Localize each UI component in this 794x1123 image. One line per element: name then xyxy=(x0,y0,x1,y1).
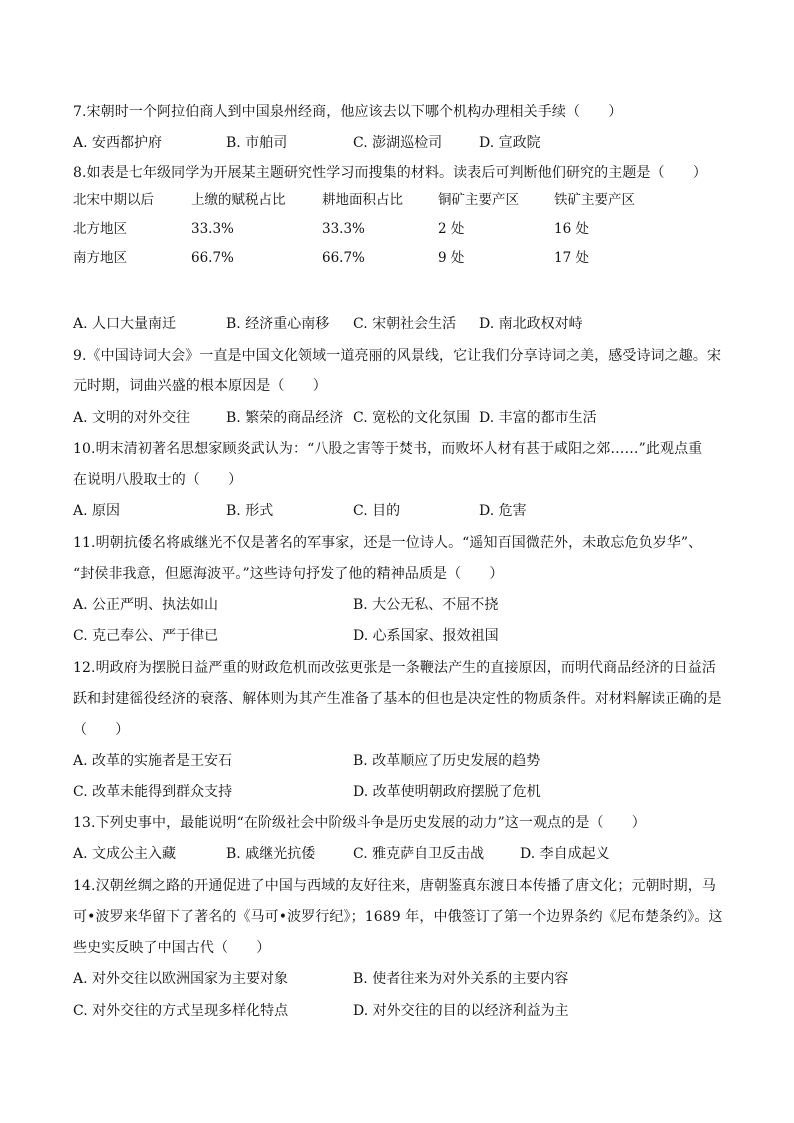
question-7-stem: 7.宋朝时一个阿拉伯商人到中国泉州经商，他应该去以下哪个机构办理相关手续（ ） xyxy=(73,104,623,120)
table-cell: 66.7% xyxy=(191,250,234,266)
table-cell: 33.3% xyxy=(322,221,365,237)
question-13-option-c: C. 雅克萨自卫反击战 xyxy=(353,846,485,862)
question-8-stem: 8.如表是七年级同学为开展某主题研究性学习而搜集的材料。读表后可判断他们研究的主题是（ ） xyxy=(73,165,707,181)
table-header-cell: 铁矿主要产区 xyxy=(554,192,635,208)
question-10-option-a: A. 原因 xyxy=(73,503,121,519)
question-12-option-b: B. 改革顺应了历史发展的趋势 xyxy=(353,753,541,769)
question-12-option-a: A. 改革的实施者是王安石 xyxy=(73,753,233,769)
table-cell: 9 处 xyxy=(438,250,465,266)
question-11-option-b: B. 大公无私、不屈不挠 xyxy=(353,597,499,613)
table-header-cell: 铜矿主要产区 xyxy=(438,192,519,208)
question-14-stem-line-1: 14.汉朝丝绸之路的开通促进了中国与西域的友好往来，唐朝鉴真东渡日本传播了唐文化；元朝时期，马 xyxy=(73,878,716,894)
question-12-option-d: D. 改革使明朝政府摆脱了危机 xyxy=(353,784,541,800)
question-14-stem-line-2: 可•波罗来华留下了著名的《马可•波罗行纪》；1689 年，中俄签订了第一个边界条约《尼布楚条约》。这 xyxy=(73,909,723,925)
question-8-option-c: C. 宋朝社会生活 xyxy=(353,316,457,332)
question-12-option-c: C. 改革未能得到群众支持 xyxy=(73,784,233,800)
question-12-stem-line-1: 12.明政府为摆脱日益严重的财政危机而改弦更张是一条鞭法产生的直接原因，而明代商品经济的日益活 xyxy=(73,660,716,676)
question-7-option-c: C. 澎湖巡检司 xyxy=(353,135,443,151)
question-7-option-d: D. 宣政院 xyxy=(479,135,541,151)
question-14-option-d: D. 对外交往的目的以经济利益为主 xyxy=(353,1003,569,1019)
table-cell: 17 处 xyxy=(554,250,589,266)
question-8-option-d: D. 南北政权对峙 xyxy=(479,316,583,332)
question-9-option-b: B. 繁荣的商品经济 xyxy=(226,410,344,426)
question-14-option-c: C. 对外交往的方式呈现多样化特点 xyxy=(73,1003,289,1019)
question-7-option-b: B. 市舶司 xyxy=(226,135,288,151)
table-cell: 33.3% xyxy=(191,221,234,237)
question-10-stem-line-1: 10.明末清初著名思想家顾炎武认为：“八股之害等于焚书，而败坏人材有甚于咸阳之郊……”此观点重 xyxy=(73,441,703,457)
question-12-stem-line-2: 跃和封建徭役经济的衰落、解体则为其产生准备了基本的但也是决定性的物质条件。对材料解读正确的是 xyxy=(73,691,722,707)
question-9-option-d: D. 丰富的都市生活 xyxy=(479,410,597,426)
question-9-option-a: A. 文明的对外交往 xyxy=(73,410,191,426)
question-13-option-b: B. 戚继光抗倭 xyxy=(226,846,316,862)
question-13-option-a: A. 文成公主入藏 xyxy=(73,846,177,862)
question-10-option-c: C. 目的 xyxy=(353,503,401,519)
question-10-option-d: D. 危害 xyxy=(479,503,527,519)
question-11-stem-line-2: “封侯非我意，但愿海波平。”这些诗句抒发了他的精神品质是（ ） xyxy=(73,566,504,582)
question-7-option-a: A. 安西都护府 xyxy=(73,135,163,151)
table-cell: 66.7% xyxy=(322,250,365,266)
question-10-option-b: B. 形式 xyxy=(226,503,274,519)
table-cell: 16 处 xyxy=(554,221,589,237)
table-header-cell: 耕地面积占比 xyxy=(322,192,403,208)
question-11-option-c: C. 克己奉公、严于律已 xyxy=(73,628,219,644)
table-header-cell: 北宋中期以后 xyxy=(73,192,154,208)
question-14-option-b: B. 使者往来为对外关系的主要内容 xyxy=(353,971,569,987)
question-13-option-d: D. 李自成起义 xyxy=(520,846,610,862)
question-14-option-a: A. 对外交往以欧洲国家为主要对象 xyxy=(73,971,289,987)
table-cell: 南方地区 xyxy=(73,250,127,266)
question-14-stem-line-3: 些史实反映了中国古代（ ） xyxy=(73,940,271,956)
table-cell: 北方地区 xyxy=(73,221,127,237)
question-9-option-c: C. 宽松的文化氛围 xyxy=(353,410,471,426)
question-10-stem-line-2: 在说明八股取士的（ ） xyxy=(73,472,243,488)
question-11-stem-line-1: 11.明朝抗倭名将戚继光不仅是著名的军事家，还是一位诗人。“遥知百国微茫外，未敢忘危负岁华”、 xyxy=(73,535,703,551)
question-11-option-a: A. 公正严明、执法如山 xyxy=(73,597,219,613)
question-8-option-a: A. 人口大量南迁 xyxy=(73,316,177,332)
question-12-stem-line-3: （ ） xyxy=(73,722,130,738)
table-cell: 2 处 xyxy=(438,221,465,237)
question-11-option-d: D. 心系国家、报效祖国 xyxy=(353,628,499,644)
table-header-cell: 上缴的赋税占比 xyxy=(191,192,286,208)
question-13-stem: 13.下列史事中，最能说明“在阶级社会中阶级斗争是历史发展的动力”这一观点的是（ ） xyxy=(73,815,646,831)
question-8-option-b: B. 经济重心南移 xyxy=(226,316,330,332)
question-9-stem-line-1: 9.《中国诗词大会》一直是中国文化领域一道亮丽的风景线，它让我们分享诗词之美，感受诗词之趣。宋 xyxy=(73,348,722,364)
question-9-stem-line-2: 元时期，词曲兴盛的根本原因是（ ） xyxy=(73,378,327,394)
